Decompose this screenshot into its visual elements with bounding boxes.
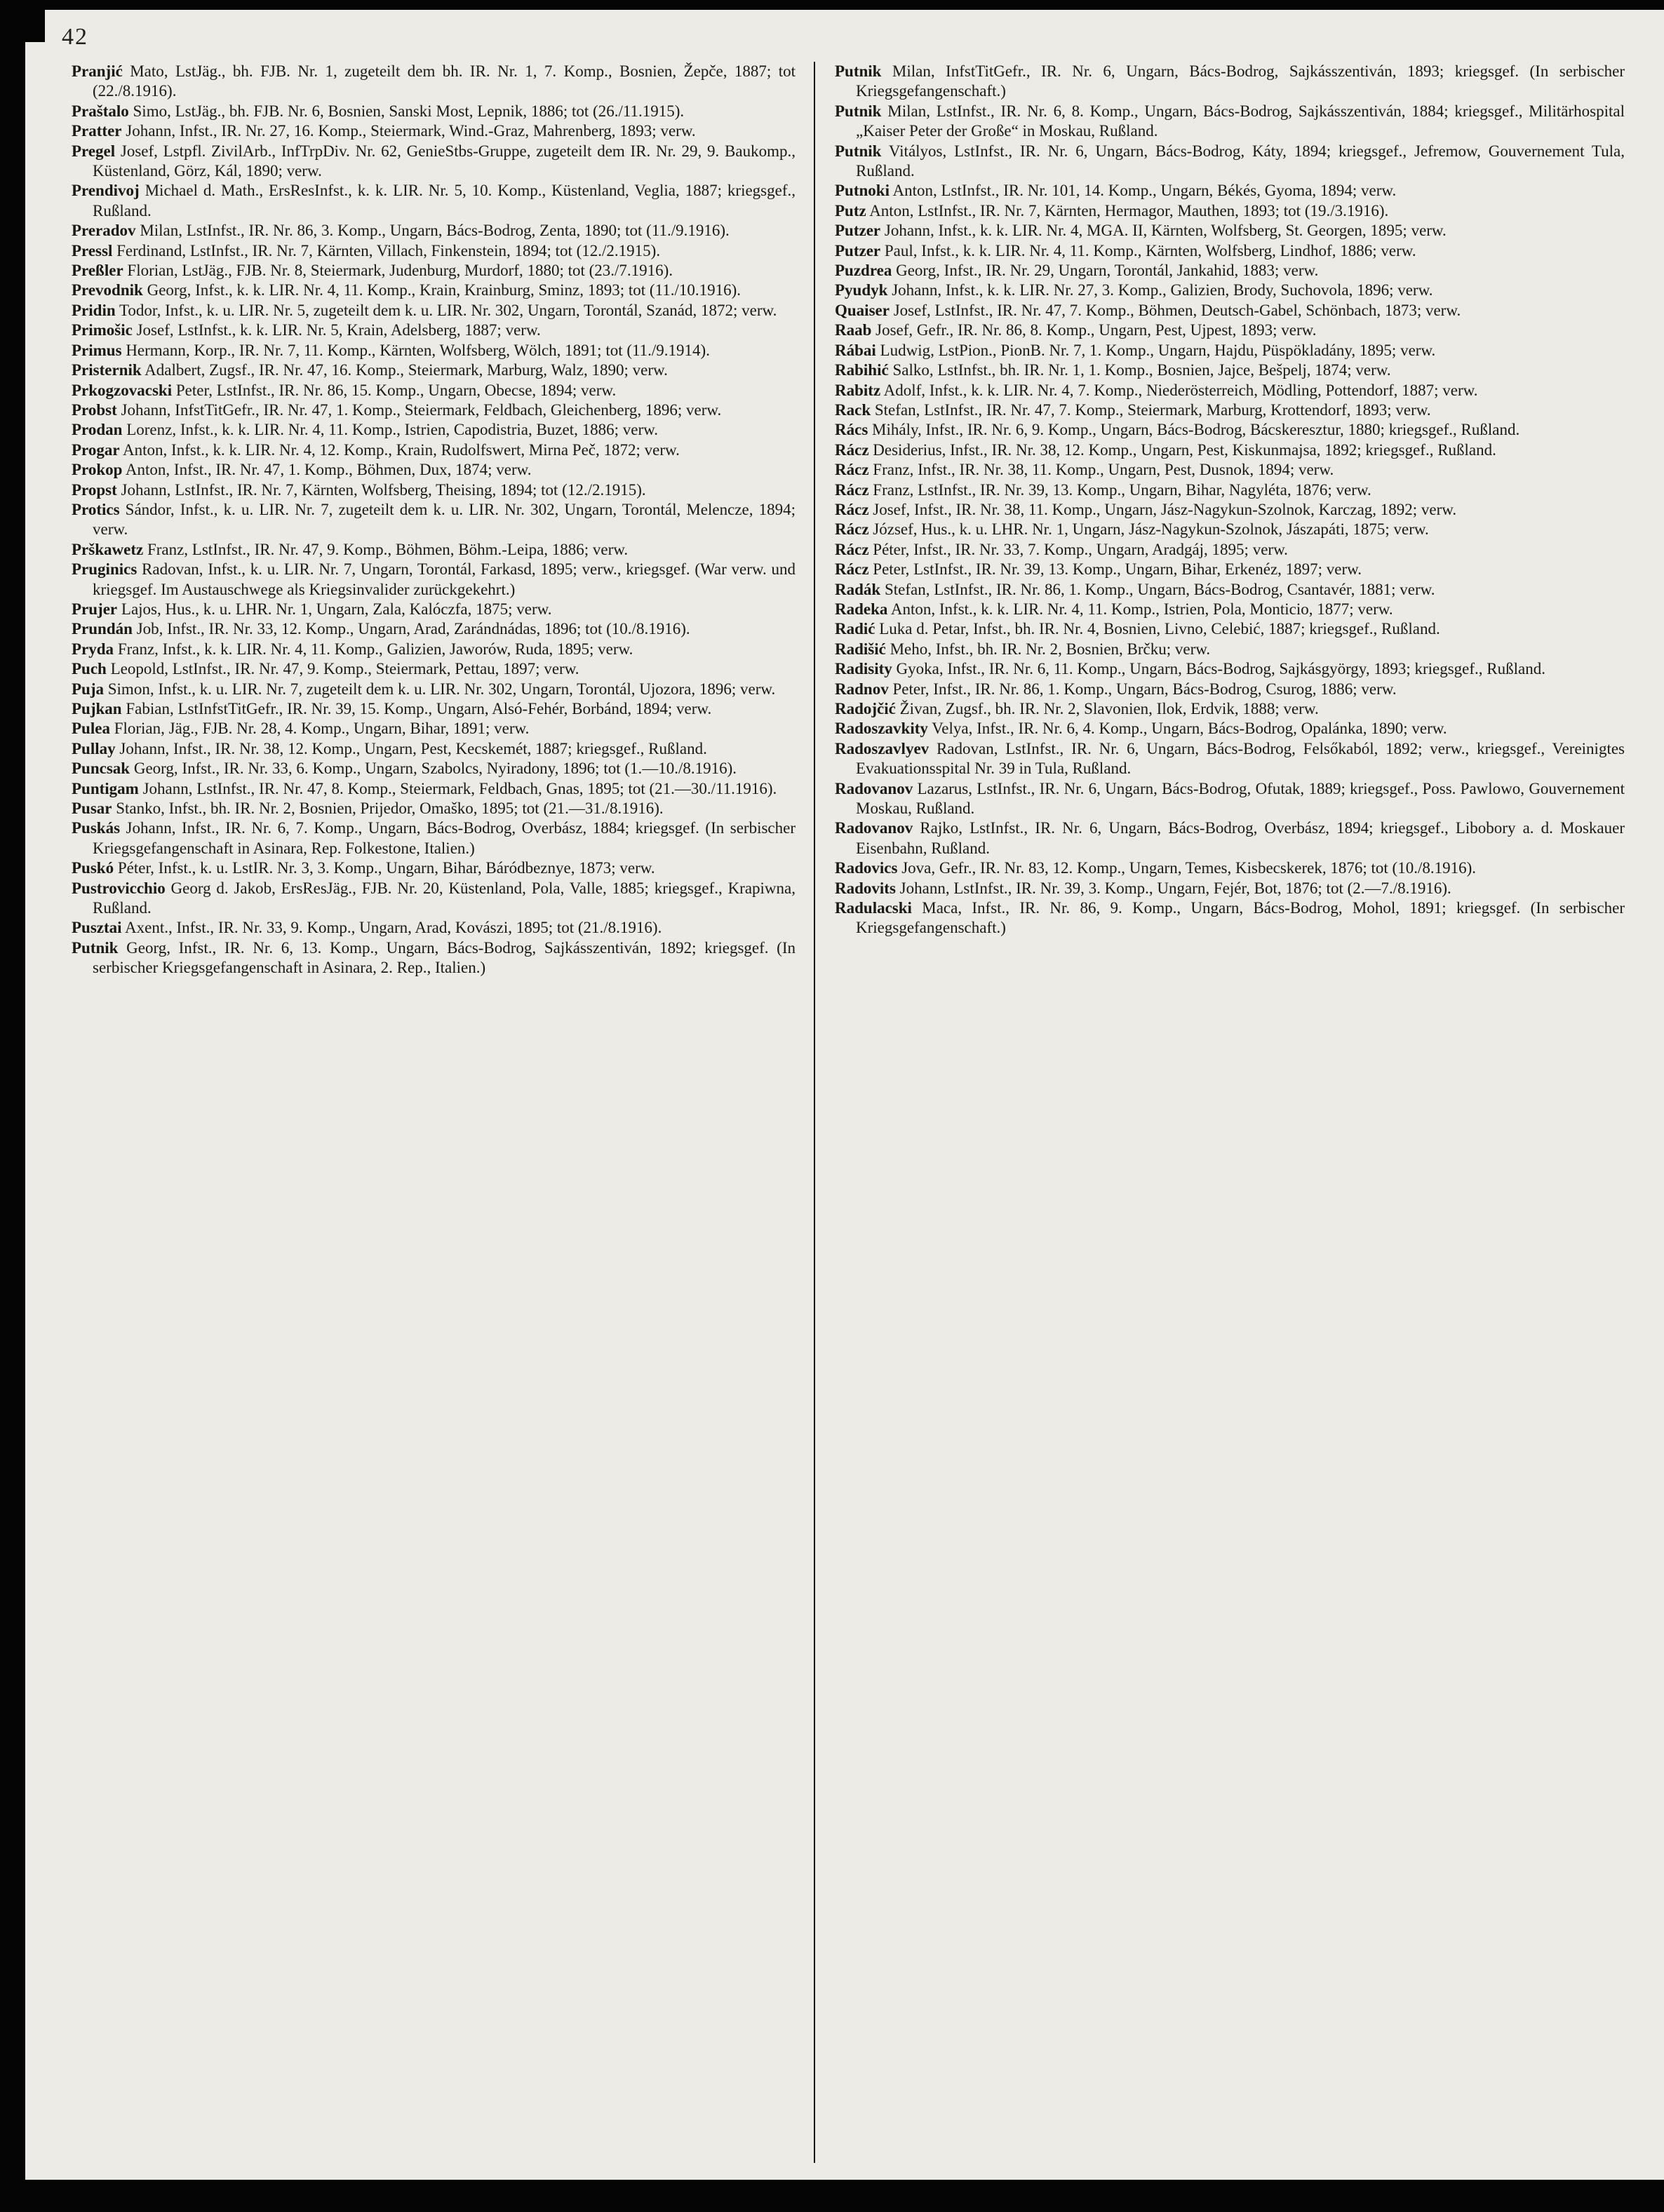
entry-surname: Puch (72, 660, 107, 678)
entry-details: Milan, LstInfst., IR. Nr. 86, 3. Komp., Ungarn, Bács-Bodrog, Zenta, 1890; tot (11./9.1916). (135, 222, 730, 240)
entry-surname: Putnik (835, 142, 882, 160)
entry-details: Georg, Infst., IR. Nr. 6, 13. Komp., Ungarn, Bács-Bodrog, Sajkásszentiván, 1892; kriegsgef. (In serbischer Kriegsgefangenschaft in Asinara, 2. Rep., Italien.) (93, 938, 796, 977)
entry-details: Peter, LstInfst., IR. Nr. 39, 13. Komp., Ungarn, Bihar, Erkenéz, 1897; verw. (868, 560, 1362, 579)
register-entry (72, 480, 796, 500)
entry-details: Fabian, LstInfstTitGefr., IR. Nr. 39, 15. Komp., Ungarn, Alsó-Fehér, Borbánd, 1894; verw. (121, 700, 712, 717)
entry-surname: Radeka (835, 600, 888, 618)
register-entry (835, 400, 1625, 420)
entry-surname: Rabitz (835, 381, 881, 399)
register-entry (835, 898, 1625, 938)
register-entry (72, 619, 796, 639)
entry-surname: Radić (835, 620, 875, 638)
entry-surname: Radoszavlyev (835, 739, 930, 757)
entry-details: Florian, Jäg., FJB. Nr. 28, 4. Komp., Ungarn, Bihar, 1891; verw. (109, 720, 530, 738)
entry-details: Lazarus, LstInfst., IR. Nr. 6, Ungarn, Bács-Bodrog, Ofutak, 1889; kriegsgef., Poss. Pawlowo, Gouvernement Moskau, Rußland. (856, 779, 1625, 818)
entry-surname: Rácz (835, 560, 869, 579)
entry-details: Desiderius, Infst., IR. Nr. 38, 12. Komp., Ungarn, Pest, Kiskunmajsa, 1892; kriegsgef., Rußland. (868, 440, 1496, 459)
entry-surname: Pustrovicchio (72, 879, 166, 897)
entry-surname: Radovics (835, 859, 898, 877)
register-entry (835, 480, 1625, 500)
register-entry (72, 102, 796, 121)
register-entry (72, 62, 796, 102)
register-entry (72, 261, 796, 281)
register-entry (835, 281, 1625, 300)
register-entry (835, 420, 1625, 440)
entry-surname: Radovanov (835, 819, 913, 837)
entry-surname: Pryda (72, 640, 114, 658)
entry-surname: Probst (72, 400, 117, 419)
register-entry (835, 341, 1625, 360)
entry-details: Radovan, LstInfst., IR. Nr. 6, Ungarn, Bács-Bodrog, Felsőkaból, 1892; verw., kriegsgef., Vereinigtes Evakuationsspital Nr. 39 in Tula, Rußland. (856, 739, 1625, 778)
entry-details: Sándor, Infst., k. u. LIR. Nr. 7, zugeteilt dem k. u. LIR. Nr. 302, Ungarn, Torontál, Melencze, 1894; verw. (93, 500, 796, 539)
entry-surname: Pratter (72, 122, 122, 140)
register-entry (835, 142, 1625, 182)
scan-edge-left (0, 0, 25, 2212)
entry-surname: Preßler (72, 262, 123, 280)
register-entry (72, 818, 796, 858)
entry-surname: Pullay (72, 739, 116, 757)
register-entry (835, 301, 1625, 321)
register-entry (835, 221, 1625, 241)
entry-surname: Rabihić (835, 361, 889, 379)
register-columns (72, 62, 1625, 2163)
entry-surname: Rács (835, 421, 868, 439)
entry-surname: Radovanov (835, 779, 913, 797)
register-entry (835, 440, 1625, 460)
entry-details: Stefan, LstInfst., IR. Nr. 47, 7. Komp., Steiermark, Marburg, Krottendorf, 1893; verw. (871, 400, 1431, 419)
register-entry (835, 241, 1625, 261)
register-entry (835, 600, 1625, 619)
entry-details: Salko, LstInfst., bh. IR. Nr. 1, 1. Komp., Bosnien, Jajce, Bešpelj, 1874; verw. (888, 361, 1391, 379)
entry-details: Adalbert, Zugsf., IR. Nr. 47, 16. Komp., Steiermark, Marburg, Walz, 1890; verw. (141, 361, 668, 379)
register-entry (835, 719, 1625, 739)
entry-details: Franz, Infst., k. k. LIR. Nr. 4, 11. Komp., Galizien, Jaworów, Ruda, 1895; verw. (114, 640, 633, 658)
entry-surname: Rácz (835, 500, 869, 518)
entry-surname: Primus (72, 341, 122, 359)
entry-surname: Putnik (835, 102, 882, 120)
entry-surname: Puja (72, 680, 104, 698)
entry-surname: Quaiser (835, 301, 890, 319)
entry-details: Stanko, Infst., bh. IR. Nr. 2, Bosnien, Prijedor, Omaško, 1895; tot (21.—31./8.1916). (112, 800, 664, 818)
entry-details: Luka d. Petar, Infst., bh. IR. Nr. 4, Bosnien, Livno, Celebić, 1887; kriegsgef., Rußland. (875, 620, 1440, 638)
right-column (815, 62, 1625, 2163)
entry-surname: Puzdrea (835, 262, 892, 280)
entry-details: Velya, Infst., IR. Nr. 6, 4. Komp., Ungarn, Bács-Bodrog, Opalánka, 1890; verw. (927, 720, 1447, 738)
entry-details: Mihály, Infst., IR. Nr. 6, 9. Komp., Ungarn, Bács-Bodrog, Bácskeresztur, 1880; kriegsgef., Rußland. (868, 421, 1520, 439)
entry-details: Johann, Infst., k. k. LIR. Nr. 27, 3. Komp., Galizien, Brody, Suchovola, 1896; verw. (887, 281, 1433, 299)
left-column (72, 62, 814, 2163)
register-entry (835, 321, 1625, 340)
register-entry (835, 560, 1625, 579)
entry-surname: Prundán (72, 620, 133, 638)
entry-surname: Prodan (72, 421, 123, 439)
register-entry (72, 221, 796, 241)
entry-surname: Pristernik (72, 361, 142, 379)
entry-surname: Puntigam (72, 779, 139, 797)
entry-details: Péter, Infst., k. u. LstIR. Nr. 3, 3. Komp., Ungarn, Bihar, Báródbeznye, 1873; verw. (114, 859, 655, 877)
entry-details: Živan, Zugsf., bh. IR. Nr. 2, Slavonien, Ilok, Erdvik, 1888; verw. (895, 700, 1319, 717)
register-entry (835, 818, 1625, 858)
entry-details: Todor, Infst., k. u. LIR. Nr. 5, zugeteilt dem k. u. LIR. Nr. 302, Ungarn, Torontál, Szanád, 1872; verw. (115, 301, 777, 319)
entry-details: Hermann, Korp., IR. Nr. 7, 11. Komp., Kärnten, Wolfsberg, Wölch, 1891; tot (11./9.1914). (121, 341, 710, 359)
register-entry (835, 381, 1625, 400)
register-entry (72, 560, 796, 600)
register-entry (835, 640, 1625, 659)
entry-details: Georg, Infst., IR. Nr. 33, 6. Komp., Ungarn, Szabolcs, Nyiradony, 1896; tot (1.—10./8.1916). (130, 760, 737, 778)
entry-surname: Propst (72, 480, 117, 499)
register-entry (72, 321, 796, 340)
register-entry (72, 759, 796, 778)
register-entry (835, 619, 1625, 639)
entry-details: Johann, Infst., IR. Nr. 6, 7. Komp., Ungarn, Bács-Bodrog, Overbász, 1884; kriegsgef. (In serbischer Kriegsgefangenschaft in Asinara, Rep. Folkestone, Italien.) (93, 819, 796, 857)
entry-details: Franz, LstInfst., IR. Nr. 39, 13. Komp., Ungarn, Bihar, Nagyléta, 1876; verw. (868, 480, 1371, 499)
entry-surname: Radák (835, 580, 881, 598)
entry-surname: Pulea (72, 720, 110, 738)
entry-details: Johann, Infst., IR. Nr. 38, 12. Komp., Ungarn, Pest, Kecskemét, 1887; kriegsgef., Rußland. (115, 739, 707, 757)
register-entry (72, 879, 796, 919)
entry-surname: Pusar (72, 800, 112, 818)
entry-details: Johann, Infst., IR. Nr. 27, 16. Komp., Steiermark, Wind.-Graz, Mahrenberg, 1893; verw. (121, 122, 696, 140)
entry-surname: Rácz (835, 540, 869, 558)
entry-details: Rajko, LstInfst., IR. Nr. 6, Ungarn, Bács-Bodrog, Overbász, 1894; kriegsgef., Libobory a. d. Moskauer Eisenbahn, Rußland. (856, 819, 1625, 857)
entry-surname: Putnoki (835, 182, 890, 200)
entry-details: Axent., Infst., IR. Nr. 33, 9. Komp., Ungarn, Arad, Kovászi, 1895; tot (21./8.1916). (121, 919, 662, 937)
entry-details: Anton, LstInfst., IR. Nr. 101, 14. Komp., Ungarn, Békés, Gyoma, 1894; verw. (889, 182, 1397, 200)
entry-surname: Rácz (835, 520, 869, 539)
entry-details: Georg, Infst., k. k. LIR. Nr. 4, 11. Komp., Krain, Krainburg, Sminz, 1893; tot (11./10.1916). (142, 281, 742, 299)
entry-surname: Pyudyk (835, 281, 888, 299)
register-entry (72, 779, 796, 799)
entry-details: Gyoka, Infst., IR. Nr. 6, 11. Komp., Ungarn, Bács-Bodrog, Sajkásgyörgy, 1893; kriegsgef., Rußland. (892, 660, 1545, 678)
entry-surname: Preradov (72, 222, 136, 240)
register-entry (72, 301, 796, 321)
register-entry (835, 520, 1625, 539)
entry-details: Johann, LstInfst., IR. Nr. 39, 3. Komp., Ungarn, Fejér, Bot, 1876; tot (2.—7./8.1916). (895, 879, 1451, 897)
register-entry (835, 680, 1625, 699)
entry-surname: Progar (72, 440, 120, 459)
entry-surname: Puncsak (72, 760, 130, 778)
register-entry (72, 460, 796, 480)
register-entry (72, 858, 796, 878)
entry-surname: Prevodnik (72, 281, 143, 299)
scan-edge-bottom (0, 2180, 1664, 2212)
entry-surname: Rácz (835, 480, 869, 499)
register-entry (72, 540, 796, 560)
entry-surname: Radulacski (835, 899, 912, 917)
entry-details: Florian, LstJäg., FJB. Nr. 8, Steiermark, Judenburg, Murdorf, 1880; tot (23./7.1916). (123, 262, 673, 280)
entry-surname: Primošic (72, 321, 133, 339)
entry-details: Radovan, Infst., k. u. LIR. Nr. 7, Ungarn, Torontál, Farkasd, 1895; verw., kriegsgef. (War verw. und kriegsgef. Im Austauschwege als Kriegsinvalider zurückgekehrt.) (93, 560, 796, 598)
register-entry (72, 341, 796, 360)
register-entry (835, 540, 1625, 560)
entry-details: Michael d. Math., ErsResInfst., k. k. LIR. Nr. 5, 10. Komp., Küstenland, Veglia, 1887; kriegsgef., Rußland. (93, 182, 796, 220)
entry-details: Franz, Infst., IR. Nr. 38, 11. Komp., Ungarn, Pest, Dusnok, 1894; verw. (868, 461, 1334, 479)
entry-surname: Radovits (835, 879, 896, 897)
entry-details: Ludwig, LstPion., PionB. Nr. 7, 1. Komp., Ungarn, Hajdu, Püspökladány, 1895; verw. (875, 341, 1436, 359)
register-entry (72, 500, 796, 540)
register-entry (72, 739, 796, 759)
entry-details: Milan, LstInfst., IR. Nr. 6, 8. Komp., Ungarn, Bács-Bodrog, Sajkásszentiván, 1884; kriegsgef., Militärhospital „Kaiser Peter der Große“ in Moskau, Rußland. (856, 102, 1625, 140)
entry-details: Georg, Infst., IR. Nr. 29, Ungarn, Torontál, Jankahid, 1883; verw. (892, 262, 1319, 280)
entry-details: Vitályos, LstInfst., IR. Nr. 6, Ungarn, Bács-Bodrog, Káty, 1894; kriegsgef., Jefremow, Gouvernement Tula, Rußland. (856, 142, 1625, 180)
entry-surname: Prkogzovacski (72, 381, 173, 399)
entry-details: Ferdinand, LstInfst., IR. Nr. 7, Kärnten, Villach, Finkenstein, 1894; tot (12./2.1915). (112, 241, 661, 259)
entry-details: Simo, LstJäg., bh. FJB. Nr. 6, Bosnien, Sanski Most, Lepnik, 1886; tot (26./11.1915). (128, 102, 685, 120)
entry-details: Johann, Infst., k. k. LIR. Nr. 4, MGA. II, Kärnten, Wolfsberg, St. Georgen, 1895; verw. (880, 222, 1447, 240)
entry-details: Milan, InfstTitGefr., IR. Nr. 6, Ungarn, Bács-Bodrog, Sajkásszentiván, 1893; kriegsgef. (In serbischer Kriegsgefangenschaft.) (856, 62, 1625, 100)
entry-surname: Pusztai (72, 919, 122, 937)
entry-surname: Radoszavkity (835, 720, 928, 738)
entry-details: Josef, LstInfst., IR. Nr. 47, 7. Komp., Böhmen, Deutsch-Gabel, Schönbach, 1873; verw. (889, 301, 1461, 319)
register-entry (72, 918, 796, 938)
register-entry (72, 659, 796, 679)
register-entry (835, 699, 1625, 719)
entry-details: Anton, LstInfst., IR. Nr. 7, Kärnten, Hermagor, Mauthen, 1893; tot (19./3.1916). (866, 201, 1389, 220)
entry-surname: Pregel (72, 142, 116, 160)
entry-surname: Praštalo (72, 102, 129, 120)
entry-details: Jova, Gefr., IR. Nr. 83, 12. Komp., Ungarn, Temes, Kisbecskerek, 1876; tot (10./8.1916). (897, 859, 1477, 877)
entry-details: Leopold, LstInfst., IR. Nr. 47, 9. Komp., Steiermark, Pettau, 1897; verw. (106, 660, 579, 678)
page-number: 42 (62, 24, 88, 50)
register-entry (835, 181, 1625, 201)
entry-surname: Putnik (835, 62, 882, 80)
entry-details: Josef, Infst., IR. Nr. 38, 11. Komp., Ungarn, Jász-Nagykun-Szolnok, Karczag, 1892; verw. (868, 500, 1457, 518)
entry-surname: Putz (835, 201, 866, 220)
entry-details: Josef, Lstpfl. ZivilArb., InfTrpDiv. Nr. 62, GenieStbs-Gruppe, zugeteilt dem IR. Nr. 29, 9. Baukomp., Küstenland, Görz, Kál, 1890; verw. (93, 142, 796, 180)
entry-surname: Rack (835, 400, 871, 419)
entry-surname: Pressl (72, 241, 113, 259)
register-entry (72, 640, 796, 659)
register-entry (72, 142, 796, 182)
entry-details: Johann, InfstTitGefr., IR. Nr. 47, 1. Komp., Steiermark, Feldbach, Gleichenberg, 1896; verw. (116, 400, 722, 419)
register-entry (72, 799, 796, 818)
entry-surname: Putnik (72, 938, 119, 957)
entry-surname: Rábai (835, 341, 876, 359)
register-entry (835, 879, 1625, 898)
register-entry (72, 600, 796, 619)
register-entry (835, 102, 1625, 142)
entry-details: Josef, LstInfst., k. k. LIR. Nr. 5, Krain, Adelsberg, 1887; verw. (132, 321, 541, 339)
entry-surname: Rácz (835, 440, 869, 459)
entry-details: Lorenz, Infst., k. k. LIR. Nr. 4, 11. Komp., Istrien, Capodistria, Buzet, 1886; verw. (122, 421, 658, 439)
register-entry (72, 241, 796, 261)
entry-details: Meho, Infst., bh. IR. Nr. 2, Bosnien, Brčku; verw. (885, 640, 1211, 658)
entry-surname: Pridin (72, 301, 116, 319)
entry-details: Johann, LstInfst., IR. Nr. 47, 8. Komp., Steiermark, Feldbach, Gnas, 1895; tot (21.—30./11.1916). (138, 779, 777, 797)
register-entry (72, 420, 796, 440)
entry-details: Job, Infst., IR. Nr. 33, 12. Komp., Ungarn, Arad, Zarándnádas, 1896; tot (10./8.1916). (132, 620, 690, 638)
entry-surname: Pujkan (72, 700, 122, 717)
entry-details: Anton, Infst., k. k. LIR. Nr. 4, 11. Komp., Istrien, Pola, Monticio, 1877; verw. (887, 600, 1393, 618)
entry-surname: Raab (835, 321, 872, 339)
entry-details: Maca, Infst., IR. Nr. 86, 9. Komp., Ungarn, Bács-Bodrog, Mohol, 1891; kriegsgef. (In serbischer Kriegsgefangenschaft.) (856, 899, 1625, 937)
entry-details: Georg d. Jakob, ErsResJäg., FJB. Nr. 20, Küstenland, Pola, Valle, 1885; kriegsgef., Krapiwna, Rußland. (93, 879, 796, 917)
register-entry (72, 360, 796, 380)
entry-surname: Puskás (72, 819, 121, 837)
entry-surname: Pranjić (72, 62, 123, 80)
entry-surname: Puskó (72, 859, 114, 877)
entry-details: Mato, LstJäg., bh. FJB. Nr. 1, zugeteilt dem bh. IR. Nr. 1, 7. Komp., Bosnien, Žepče, 1887; tot (22./8.1916). (93, 62, 796, 100)
register-entry (835, 858, 1625, 878)
register-entry (72, 680, 796, 699)
entry-details: Péter, Infst., IR. Nr. 33, 7. Komp., Ungarn, Aradgáj, 1895; verw. (868, 540, 1288, 558)
entry-details: Anton, Infst., IR. Nr. 47, 1. Komp., Böhmen, Dux, 1874; verw. (122, 461, 532, 479)
entry-details: Simon, Infst., k. u. LIR. Nr. 7, zugeteilt dem k. u. LIR. Nr. 302, Ungarn, Torontál, Ujozora, 1896; verw. (104, 680, 776, 698)
register-entry (72, 381, 796, 400)
register-entry (835, 580, 1625, 600)
entry-surname: Putzer (835, 222, 881, 240)
entry-surname: Prškawetz (72, 540, 144, 558)
register-entry (72, 719, 796, 739)
entry-details: Paul, Infst., k. k. LIR. Nr. 4, 11. Komp., Kärnten, Wolfsberg, Lindhof, 1886; verw. (880, 241, 1416, 259)
entry-details: Lajos, Hus., k. u. LHR. Nr. 1, Ungarn, Zala, Kalóczfa, 1875; verw. (117, 600, 552, 618)
register-entry (72, 938, 796, 978)
scan-edge-top (0, 0, 1664, 10)
register-entry (72, 281, 796, 300)
entry-surname: Protics (72, 500, 120, 518)
entry-details: Stefan, LstInfst., IR. Nr. 86, 1. Komp., Ungarn, Bács-Bodrog, Csantavér, 1881; verw. (880, 580, 1435, 598)
register-entry (835, 201, 1625, 221)
register-entry (72, 699, 796, 719)
register-entry (72, 181, 796, 221)
entry-details: Johann, LstInfst., IR. Nr. 7, Kärnten, Wolfsberg, Theising, 1894; tot (12./2.1915). (116, 480, 646, 499)
entry-surname: Pruginics (72, 560, 137, 579)
entry-surname: Prokop (72, 461, 123, 479)
register-entry (835, 659, 1625, 679)
register-entry (835, 261, 1625, 281)
entry-surname: Radojčić (835, 700, 896, 717)
entry-details: Peter, LstInfst., IR. Nr. 86, 15. Komp., Ungarn, Obecse, 1894; verw. (172, 381, 617, 399)
entry-details: Anton, Infst., k. k. LIR. Nr. 4, 12. Komp., Krain, Rudolfswert, Mirna Peč, 1872; verw. (119, 440, 680, 459)
register-entry (72, 400, 796, 420)
register-entry (72, 121, 796, 141)
entry-surname: Prujer (72, 600, 118, 618)
entry-details: Franz, LstInfst., IR. Nr. 47, 9. Komp., Böhmen, Böhm.-Leipa, 1886; verw. (143, 540, 629, 558)
entry-details: József, Hus., k. u. LHR. Nr. 1, Ungarn, Jász-Nagykun-Szolnok, Jászapáti, 1875; verw. (868, 520, 1429, 539)
entry-details: Peter, Infst., IR. Nr. 86, 1. Komp., Ungarn, Bács-Bodrog, Csurog, 1886; verw. (888, 680, 1397, 698)
entry-details: Josef, Gefr., IR. Nr. 86, 8. Komp., Ungarn, Pest, Ujpest, 1893; verw. (871, 321, 1317, 339)
register-entry (835, 62, 1625, 102)
register-entry (835, 500, 1625, 520)
entry-details: Adolf, Infst., k. k. LIR. Nr. 4, 7. Komp., Niederösterreich, Mödling, Pottendorf, 1887; verw. (880, 381, 1478, 399)
entry-surname: Radisity (835, 660, 892, 678)
register-entry (835, 360, 1625, 380)
scan-edge-corner (0, 0, 45, 42)
register-entry (835, 739, 1625, 779)
entry-surname: Radnov (835, 680, 889, 698)
entry-surname: Rácz (835, 461, 869, 479)
register-entry (835, 460, 1625, 480)
register-entry (72, 440, 796, 460)
entry-surname: Prendivoj (72, 182, 140, 200)
entry-surname: Putzer (835, 241, 881, 259)
entry-surname: Radišić (835, 640, 886, 658)
register-entry (835, 779, 1625, 819)
